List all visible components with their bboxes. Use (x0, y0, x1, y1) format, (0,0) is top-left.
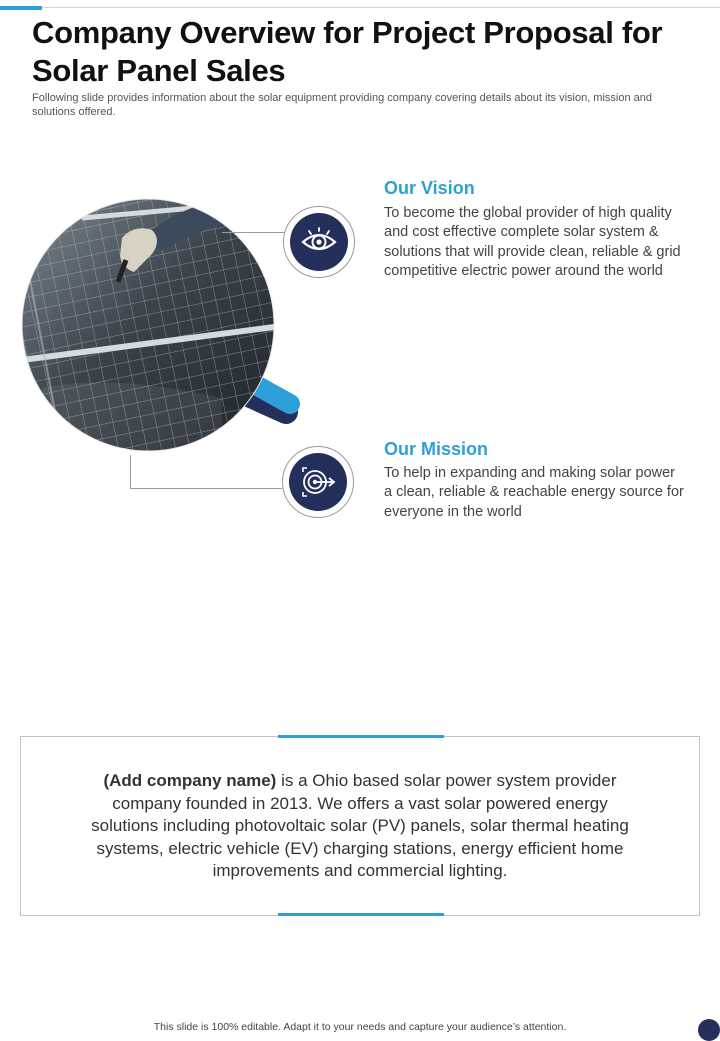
top-accent-bar (0, 6, 42, 10)
corner-dot (698, 1019, 720, 1041)
vision-connector (222, 232, 284, 233)
solar-panel-photo (22, 198, 322, 458)
mission-connector-h (130, 488, 282, 489)
company-description (87, 770, 633, 883)
page-subtitle: Following slide provides information about the solar equipment providing company covering details about its vision, mission and solutions offered. (32, 92, 653, 118)
box-top-accent (278, 735, 444, 738)
top-divider (42, 7, 720, 8)
mission-heading: Our Mission (384, 439, 489, 459)
vision-heading: Our Vision (384, 178, 475, 198)
page-title: Company Overview for Project Proposal for Solar Panel Sales (32, 15, 663, 88)
footer-note: This slide is 100% editable. Adapt it to your needs and capture your audience’s attention. (153, 1021, 567, 1033)
mission-icon-badge (282, 446, 354, 518)
mission-connector-v (130, 455, 131, 488)
company-description-text: is a Ohio based solar power system provider company founded in 2013. We offers a vast solar powered energy solutions including photovoltaic solar (PV) panels, solar thermal heating systems, electric vehicle (EV) charging stations, energy efficient home improvements and commercial lighting. (91, 771, 629, 880)
box-bottom-accent (278, 913, 444, 916)
vision-icon-badge (283, 206, 355, 278)
company-name: (Add company name) (103, 771, 277, 790)
eye-icon (299, 222, 339, 262)
target-icon (298, 462, 338, 502)
vision-text: To become the global provider of high quality and cost effective complete solar system & solutions that will provide clean, reliable & grid competitive electric power around the world (384, 205, 681, 279)
mission-text: To help in expanding and making solar power a clean, reliable & reachable energy source for everyone in the world (384, 465, 684, 520)
company-description-box (20, 736, 700, 916)
